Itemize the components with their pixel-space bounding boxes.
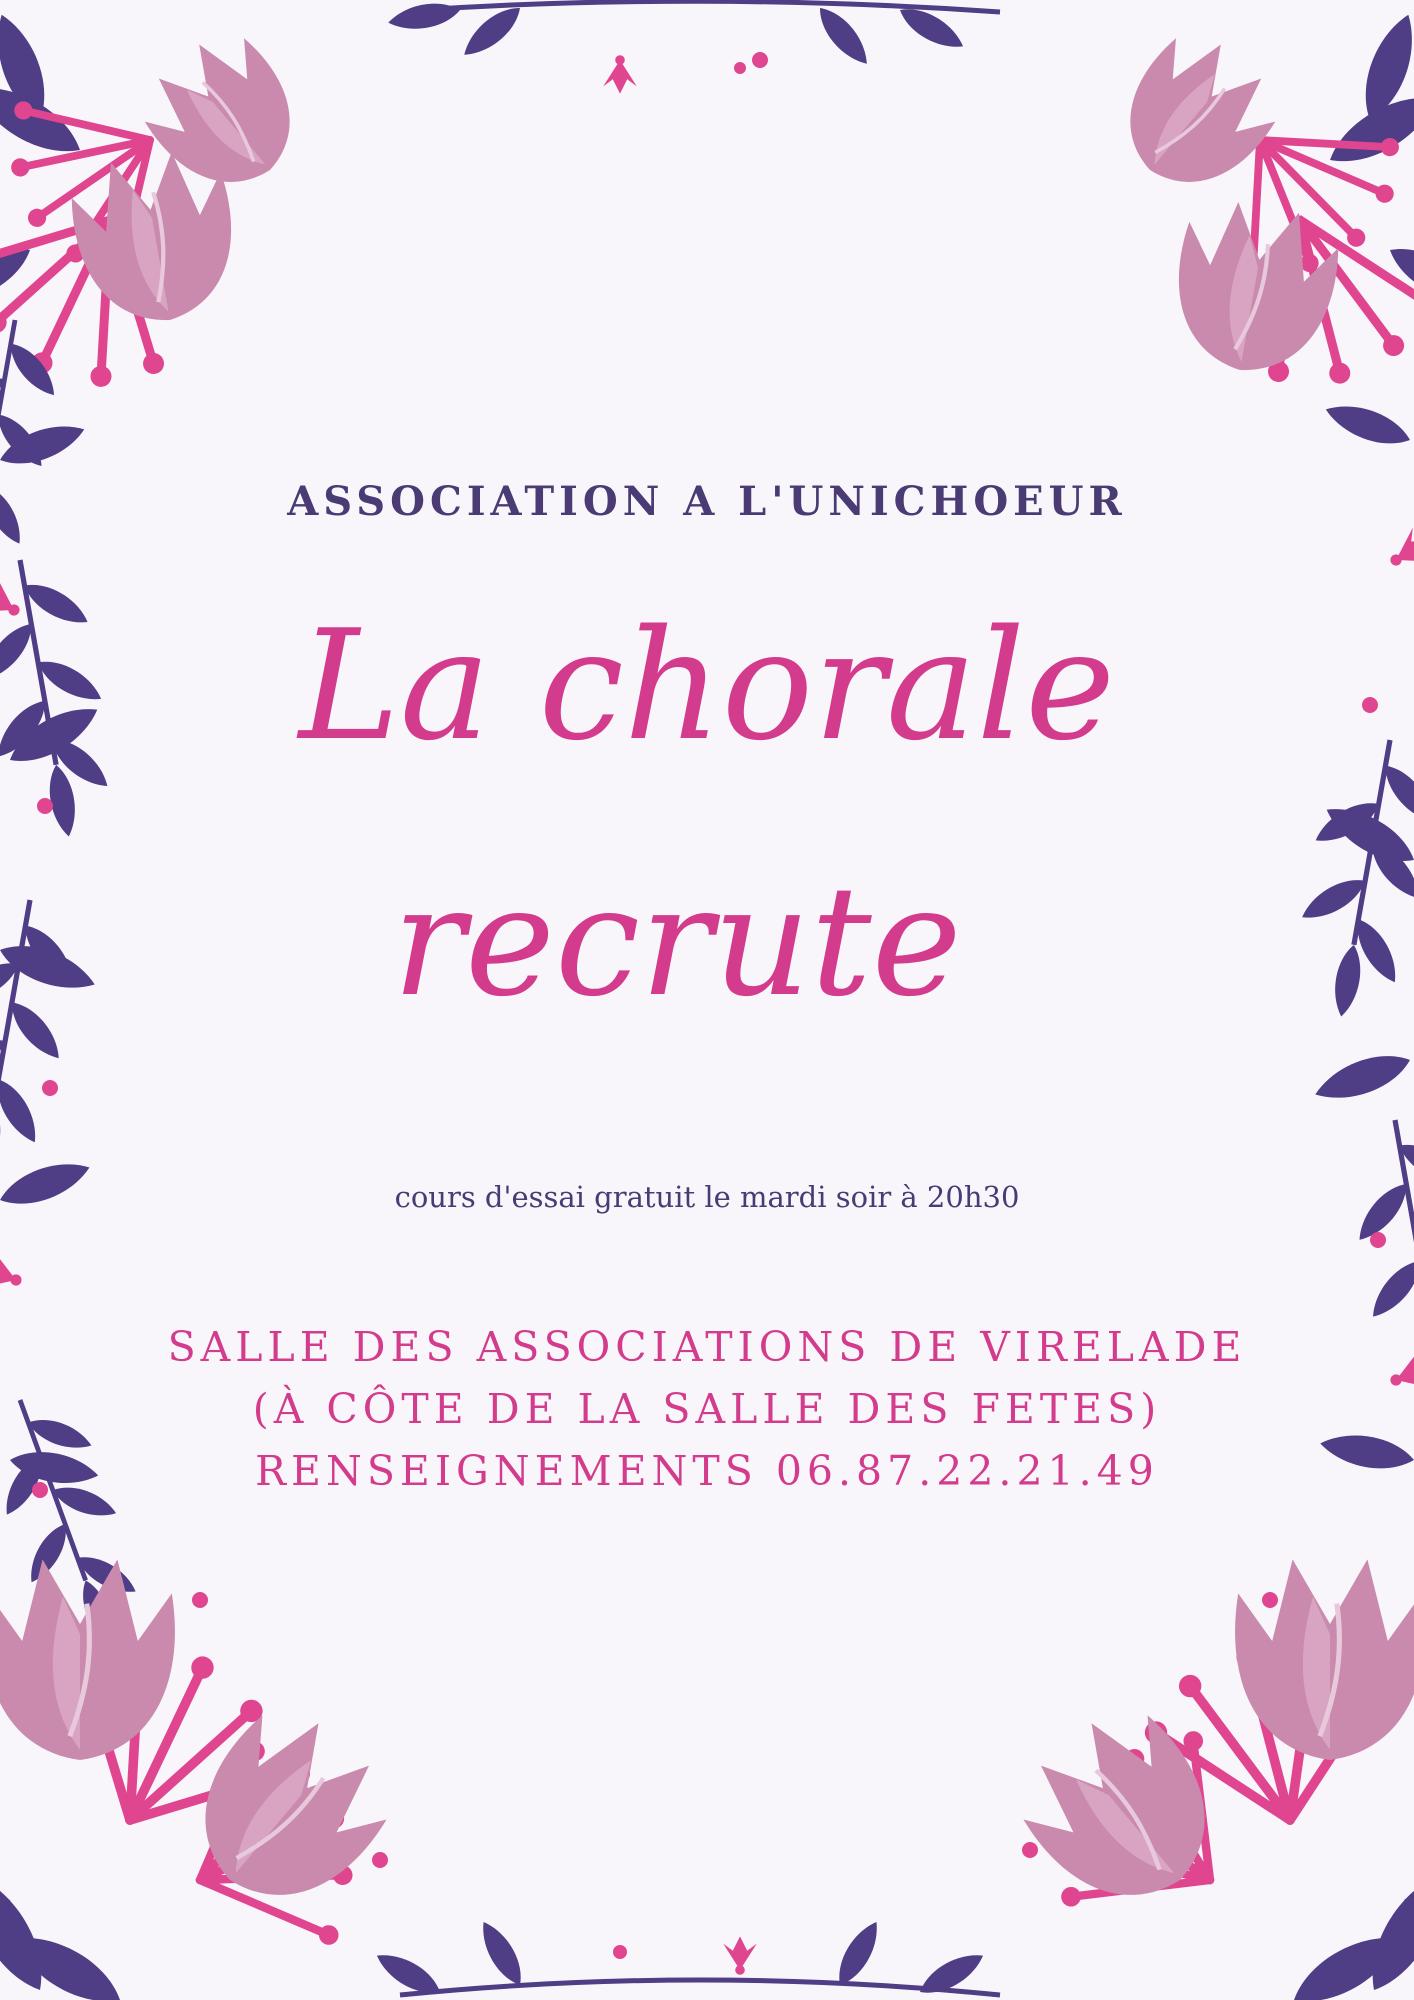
venue-info [0,1316,1414,1502]
tulip-icon [1099,18,1293,213]
tulip-icon [128,18,322,213]
flower-bud-icon [603,55,637,93]
contact-line: RENSEIGNEMENTS 06.87.22.21.49 [255,1447,1159,1495]
flower-bud-icon [1381,523,1414,579]
headline-line-1: La chorale [298,597,1116,774]
corner-bottom-left [0,1559,408,2000]
trial-class-info: cours d'essai gratuit le mardi soir à 20h30 [394,1180,1020,1214]
top-branch [386,0,1000,94]
corner-bottom-right [1002,1559,1414,2000]
venue-line-2: (À CÔTE DE LA SALLE DES FETES) [252,1385,1162,1433]
tulip-icon [1002,1691,1244,1934]
bottom-branch [371,1916,1000,2000]
organization-name: ASSOCIATION A L'UNICHOEUR [287,478,1127,525]
flower-bud-icon [0,1248,28,1300]
venue-line-1: SALLE DES ASSOCIATIONS DE VIRELADE [167,1323,1247,1371]
flower-bud-icon [723,1936,757,1974]
headline-line-2: recrute [392,853,962,1030]
corner-top-right [1099,9,1414,423]
tulip-icon [166,1691,408,1934]
